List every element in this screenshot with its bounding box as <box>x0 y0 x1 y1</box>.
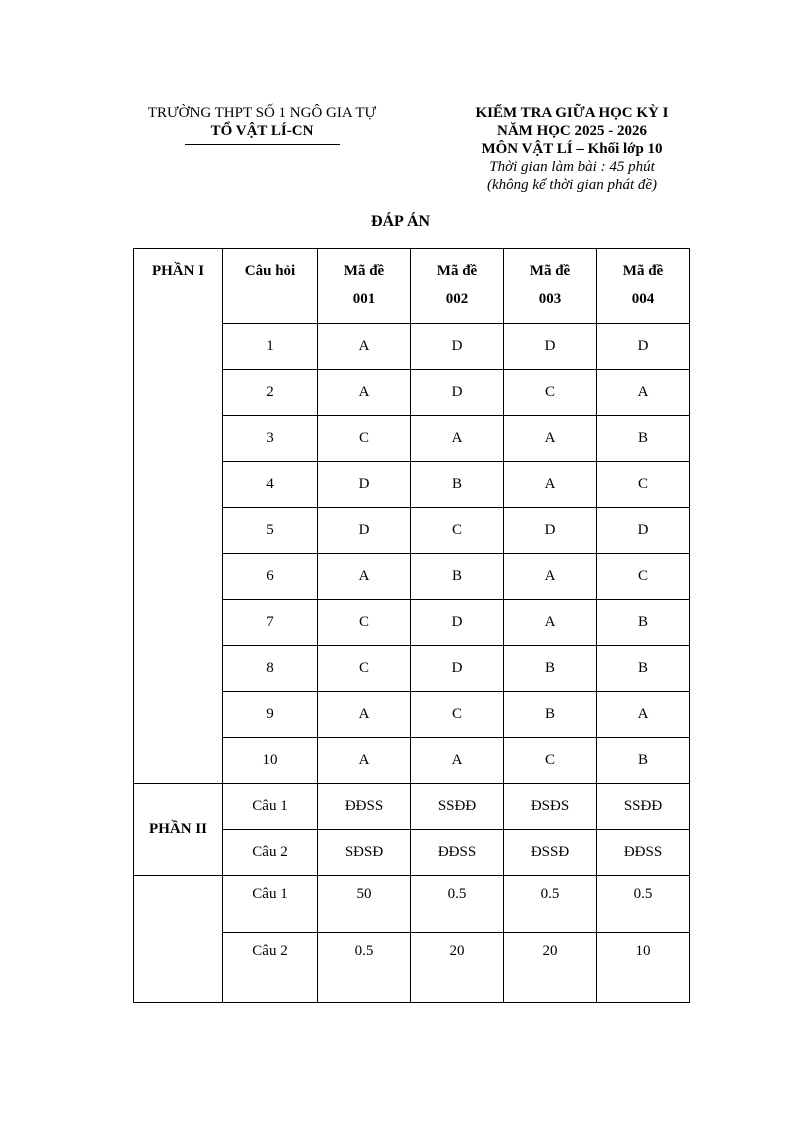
question-number: Câu 2 <box>223 830 318 876</box>
answer-cell: C <box>504 738 597 784</box>
code-number: 002 <box>445 291 469 307</box>
answer-cell: ĐĐSS <box>318 784 411 830</box>
column-header-code <box>318 249 411 324</box>
answer-cell: C <box>318 416 411 462</box>
answer-cell: B <box>504 692 597 738</box>
question-number: 4 <box>223 462 318 508</box>
school-year: NĂM HỌC 2025 - 2026 <box>497 123 647 139</box>
answer-cell: D <box>318 508 411 554</box>
question-number: 2 <box>223 370 318 416</box>
part1-label: PHẦN I <box>134 249 223 784</box>
answer-cell: 20 <box>411 933 504 1003</box>
answer-cell: C <box>504 370 597 416</box>
answer-cell: D <box>411 646 504 692</box>
column-header-code <box>411 249 504 324</box>
code-label: Mã đề <box>436 263 478 279</box>
question-number: 9 <box>223 692 318 738</box>
answer-cell: D <box>597 508 690 554</box>
answer-cell: A <box>318 554 411 600</box>
answer-cell: A <box>504 416 597 462</box>
answer-cell: D <box>411 600 504 646</box>
code-number: 004 <box>631 291 655 307</box>
answer-cell: 0.5 <box>411 876 504 933</box>
exam-time-note: (không kể thời gian phát đề) <box>486 177 658 193</box>
answer-cell: D <box>504 324 597 370</box>
question-number: 5 <box>223 508 318 554</box>
answer-cell: C <box>318 646 411 692</box>
answer-cell: D <box>597 324 690 370</box>
code-label: Mã đề <box>529 263 571 279</box>
answer-cell: C <box>411 508 504 554</box>
answer-cell: B <box>411 554 504 600</box>
answer-cell: ĐSĐS <box>504 784 597 830</box>
answer-cell: SSĐĐ <box>411 784 504 830</box>
question-number: Câu 1 <box>223 876 318 933</box>
code-number: 003 <box>538 291 562 307</box>
code-label: Mã đề <box>622 263 664 279</box>
answer-cell: D <box>411 324 504 370</box>
answer-cell: A <box>318 738 411 784</box>
question-number: Câu 2 <box>223 933 318 1003</box>
answer-cell: SSĐĐ <box>597 784 690 830</box>
answer-cell: B <box>597 600 690 646</box>
answer-cell: SĐSĐ <box>318 830 411 876</box>
answer-cell: ĐSSĐ <box>504 830 597 876</box>
exam-title: KIỂM TRA GIỮA HỌC KỲ I <box>475 105 669 121</box>
table-row <box>134 876 690 933</box>
header-left <box>112 104 412 145</box>
answer-cell: A <box>597 692 690 738</box>
answer-cell: C <box>318 600 411 646</box>
exam-time: Thời gian làm bài : 45 phút <box>489 159 655 175</box>
answer-cell: B <box>597 738 690 784</box>
answer-cell: B <box>411 462 504 508</box>
column-header-code <box>504 249 597 324</box>
part2-label: PHẦN II <box>134 784 223 876</box>
question-number: 10 <box>223 738 318 784</box>
answer-cell: B <box>597 646 690 692</box>
answer-cell: D <box>504 508 597 554</box>
answer-cell: A <box>411 738 504 784</box>
question-number: 6 <box>223 554 318 600</box>
question-number: 1 <box>223 324 318 370</box>
answer-cell: A <box>504 554 597 600</box>
answer-cell: 0.5 <box>597 876 690 933</box>
header-right <box>420 104 724 194</box>
answer-cell: C <box>597 554 690 600</box>
answer-cell: D <box>318 462 411 508</box>
answer-cell: 20 <box>504 933 597 1003</box>
column-header-code <box>597 249 690 324</box>
answer-cell: 50 <box>318 876 411 933</box>
answer-cell: A <box>318 370 411 416</box>
answer-cell: C <box>411 692 504 738</box>
answer-cell: ĐĐSS <box>597 830 690 876</box>
question-number: Câu 1 <box>223 784 318 830</box>
answer-cell: 0.5 <box>318 933 411 1003</box>
document-title: ĐÁP ÁN <box>370 213 431 230</box>
code-number: 001 <box>352 291 376 307</box>
answer-cell: 10 <box>597 933 690 1003</box>
code-label: Mã đề <box>343 263 385 279</box>
answer-cell: D <box>411 370 504 416</box>
department-underline <box>185 144 340 145</box>
table-row <box>134 784 690 830</box>
answer-cell: A <box>411 416 504 462</box>
question-number: 7 <box>223 600 318 646</box>
answer-cell: A <box>504 600 597 646</box>
answer-cell: A <box>504 462 597 508</box>
answer-table <box>133 248 690 1003</box>
answer-cell: C <box>597 462 690 508</box>
answer-cell: B <box>504 646 597 692</box>
answer-cell: B <box>597 416 690 462</box>
answer-cell: 0.5 <box>504 876 597 933</box>
table-header-row <box>134 249 690 324</box>
subject: MÔN VẬT LÍ – Khối lớp 10 <box>481 141 663 157</box>
answer-cell: ĐĐSS <box>411 830 504 876</box>
column-header-question: Câu hỏi <box>223 249 318 324</box>
question-number: 3 <box>223 416 318 462</box>
question-number: 8 <box>223 646 318 692</box>
department-name: TỔ VẬT LÍ-CN <box>210 123 314 139</box>
school-name: TRƯỜNG THPT SỐ 1 NGÔ GIA TỰ <box>147 105 377 121</box>
answer-cell: A <box>597 370 690 416</box>
part3-label <box>134 876 223 1003</box>
answer-cell: A <box>318 692 411 738</box>
answer-cell: A <box>318 324 411 370</box>
